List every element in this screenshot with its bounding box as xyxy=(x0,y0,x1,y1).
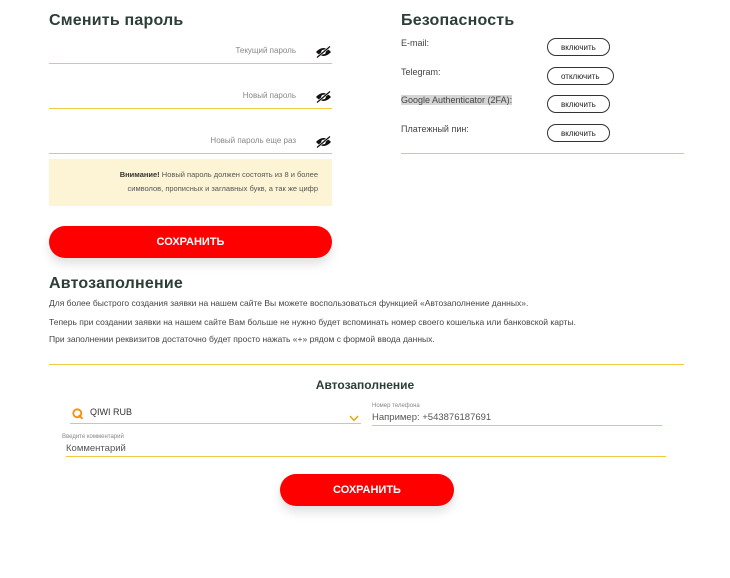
current-password-field[interactable] xyxy=(49,38,332,64)
warning-bold: Внимание! xyxy=(119,170,160,179)
new-password-field[interactable] xyxy=(49,83,332,109)
security-label-email: E-mail: xyxy=(401,38,430,48)
security-row-2fa xyxy=(401,95,623,113)
wallet-select[interactable] xyxy=(70,401,361,424)
telegram-toggle-button[interactable]: отключить xyxy=(547,67,614,85)
security-row-telegram xyxy=(401,67,623,85)
security-row-email xyxy=(401,38,623,56)
autofill-title: Автозаполнение xyxy=(49,275,183,292)
repeat-password-input[interactable] xyxy=(49,133,296,147)
email-toggle-button[interactable]: включить xyxy=(547,38,610,56)
security-label-telegram: Telegram: xyxy=(401,67,441,77)
phone-input[interactable] xyxy=(372,410,662,426)
repeat-password-field[interactable] xyxy=(49,128,332,154)
eye-off-icon[interactable] xyxy=(315,91,332,103)
phone-field-label: Номер телефона xyxy=(372,403,420,409)
autofill-form-title: Автозаполнение xyxy=(315,378,415,392)
autofill-paragraph-1: Для более быстрого создания заявки на нашем сайте Вы можете воспользоваться функцией «Автозаполнение данных». xyxy=(49,298,529,308)
comment-input[interactable] xyxy=(66,441,666,457)
2fa-toggle-button[interactable]: включить xyxy=(547,95,610,113)
qiwi-logo-icon xyxy=(72,406,83,417)
wallet-select-value: QIWI RUB xyxy=(90,407,132,417)
new-password-input[interactable] xyxy=(49,88,296,102)
save-autofill-button[interactable]: СОХРАНИТЬ xyxy=(280,474,454,506)
security-label-2fa: Google Authenticator (2FA): xyxy=(401,95,513,105)
eye-off-icon[interactable] xyxy=(315,136,332,148)
security-title: Безопасность xyxy=(401,12,515,29)
chevron-down-icon[interactable] xyxy=(349,409,359,416)
warning-line1: Новый пароль должен состоять из 8 и более xyxy=(161,170,318,179)
security-divider xyxy=(401,153,684,154)
pin-toggle-button[interactable]: включить xyxy=(547,124,610,142)
security-row-pin xyxy=(401,124,623,142)
eye-off-icon[interactable] xyxy=(315,46,332,58)
comment-field-label: Введите комментарий xyxy=(62,434,124,440)
autofill-divider xyxy=(49,364,684,365)
warning-line2: символов, прописных и заглавных букв, а так же цифр xyxy=(127,184,318,193)
save-password-button[interactable]: СОХРАНИТЬ xyxy=(49,226,332,258)
autofill-paragraph-2: Теперь при создании заявки на нашем сайте Вам больше не нужно будет вспоминать номер своего кошелька или банковской карты. xyxy=(49,317,576,327)
security-label-pin: Платежный пин: xyxy=(401,124,469,134)
change-password-title: Сменить пароль xyxy=(49,12,184,29)
current-password-input[interactable] xyxy=(49,43,296,57)
password-warning xyxy=(49,159,332,206)
autofill-paragraph-3: При заполнении реквизитов достаточно будет просто нажать «+» рядом с формой ввода данных. xyxy=(49,334,435,344)
